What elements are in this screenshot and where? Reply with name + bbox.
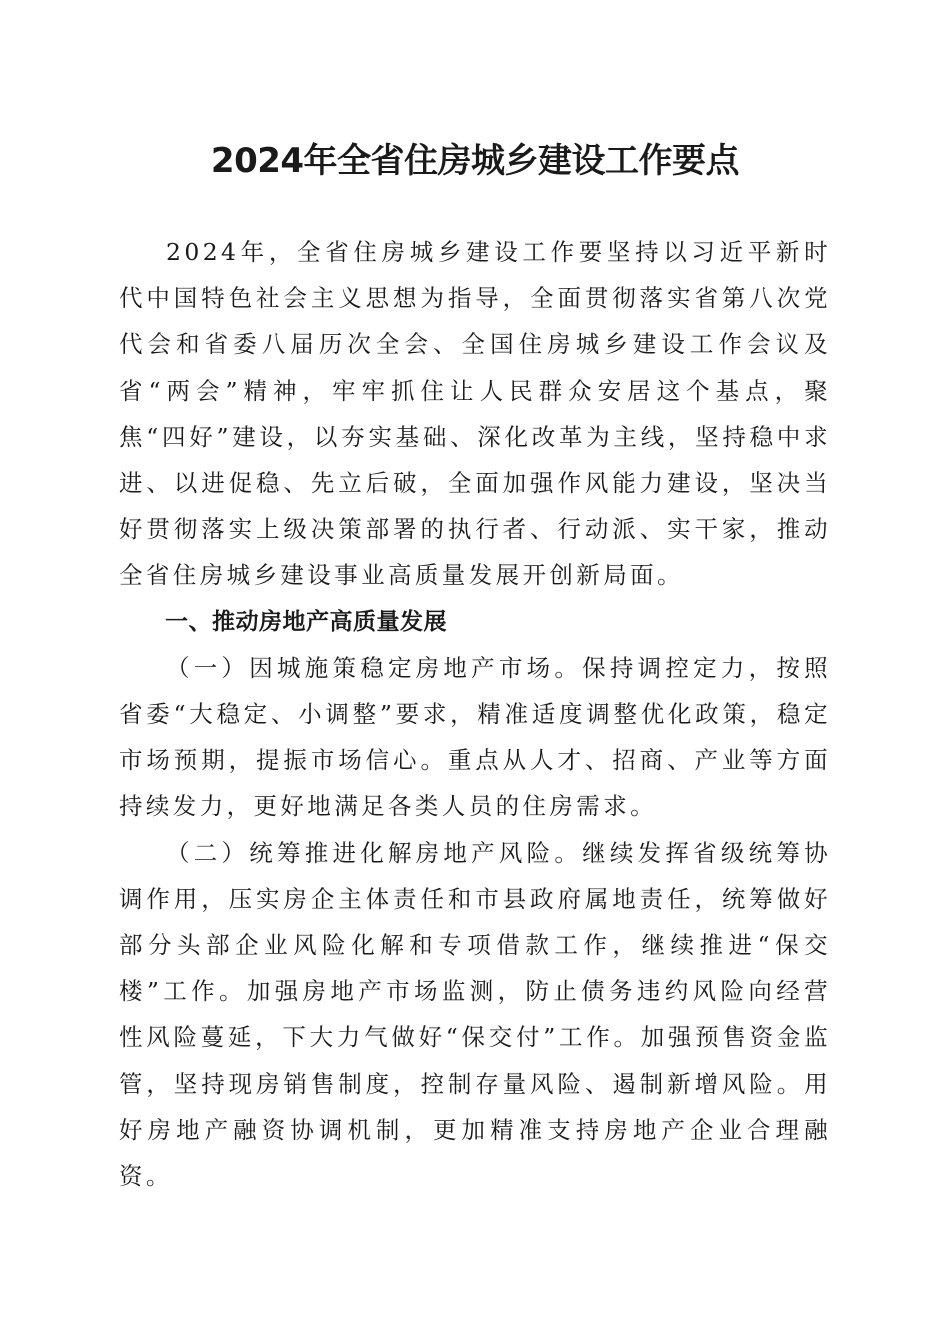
document-title: 2024年全省住房城乡建设工作要点 [210, 141, 740, 181]
section-1-item-2 [119, 830, 831, 1200]
item-2-subtitle: （二）统筹推进化解房地产风险。 [166, 838, 583, 867]
section-1-item-1 [119, 645, 831, 830]
intro-paragraph: 2024年，全省住房城乡建设工作要坚持以习近平新时代中国特色社会主义思想为指导，全面贯彻落实省第八次党代会和省委八届历次全会、全国住房城乡建设工作会议及省“两会”精神，牢牢抓住让人民群众安居这个基点，聚焦“四好”建设，以夯实基础、深化改革为主线，坚持稳中求进、以进促稳、先立后破，全面加强作风能力建设，坚决当好贯彻落实上级决策部署的执行者、行动派、实干家，推动全省住房城乡建设事业高质量发展开创新局面。 [119, 238, 831, 590]
section-heading-1: 一、推动房地产高质量发展 [165, 608, 447, 635]
item-1-text: 保持调控定力，按照省委“大稳定、小调整”要求，精准适度调整优化政策，稳定市场预期，提振市场信心。重点从人才、招商、产业等方面持续发力，更好地满足各类人员的住房需求。 [119, 653, 832, 821]
document-body [119, 229, 831, 1199]
item-2-text: 继续发挥省级统筹协调作用，压实房企主体责任和市县政府属地责任，统筹做好部分头部企业风险化解和专项借款工作，继续推进“保交楼”工作。加强房地产市场监测，防止债务违约风险向经营性风险蔓延，下大力气做好“保交付”工作。加强预售资金监管，坚持现房销售制度，控制存量风险、遏制新增风险。用好房地产融资协调机制，更加精准支持房地产企业合理融资。 [119, 838, 832, 1191]
item-1-subtitle: （一）因城施策稳定房地产市场。 [166, 653, 583, 682]
